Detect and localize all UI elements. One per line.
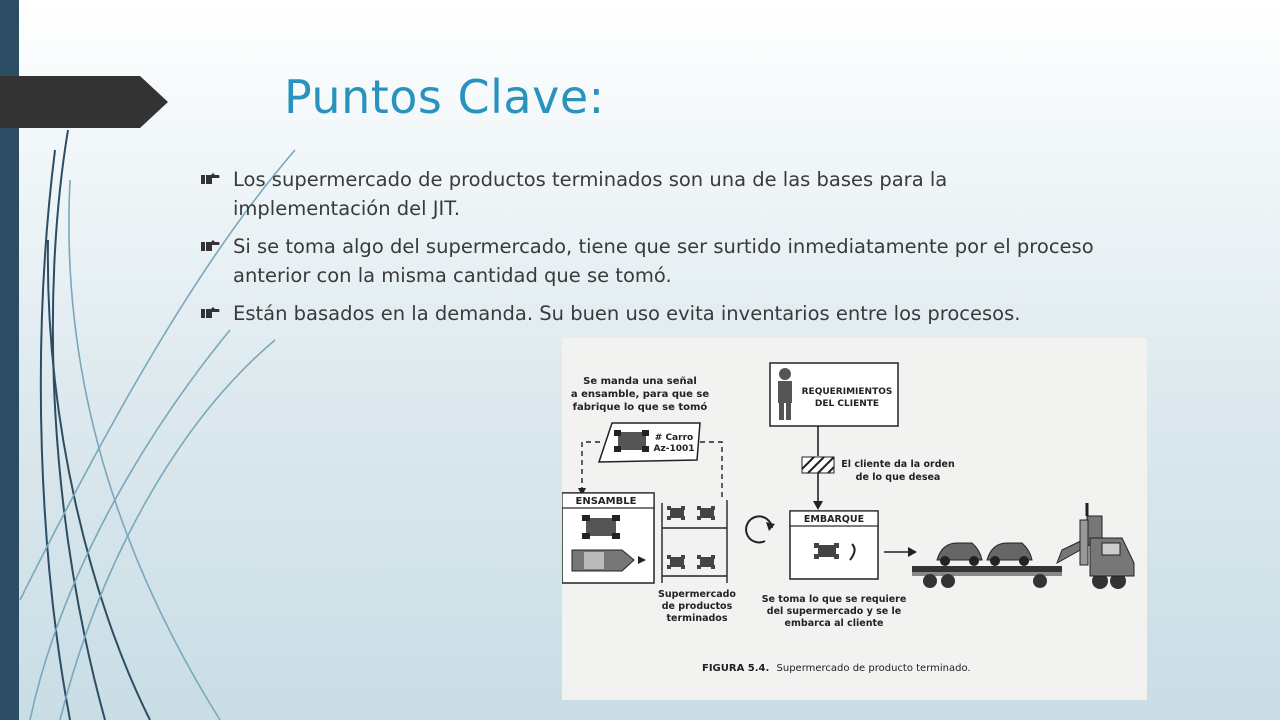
supermarket-text: Supermercado — [658, 589, 736, 600]
signal-text-line: fabrique lo que se tomó — [572, 402, 708, 413]
signal-text-line: Se manda una señal — [583, 376, 697, 387]
title-tab-shape — [0, 76, 168, 128]
order-text: El cliente da la orden — [841, 459, 955, 470]
bullet-item — [200, 232, 1100, 290]
car-icon — [582, 515, 620, 539]
supermarket-figure — [562, 338, 1147, 700]
car-icon — [987, 543, 1032, 566]
bullet-item — [200, 299, 1100, 328]
hand-pointer-icon — [200, 239, 220, 253]
order-card-icon — [802, 457, 834, 473]
figure-caption — [702, 663, 971, 674]
kanban-card-text: # Carro — [654, 433, 694, 443]
bullet-item — [200, 165, 1100, 223]
take-text: del supermercado y se le — [766, 606, 902, 617]
car-icon — [572, 550, 634, 571]
bullet-text: Están basados en la demanda. Su buen uso evita inventarios entre los procesos. — [233, 302, 1021, 325]
customer-text: REQUERIMIENTOS — [801, 387, 893, 397]
hand-pointer-icon — [200, 172, 220, 186]
car-icon — [667, 506, 715, 569]
kanban-card-text: Az-1001 — [653, 444, 695, 454]
car-icon — [614, 430, 649, 452]
signal-text-line: a ensamble, para que se — [570, 389, 710, 400]
car-icon — [937, 543, 982, 566]
shipping-label: EMBARQUE — [803, 514, 865, 525]
assembly-label: ENSAMBLE — [575, 496, 637, 507]
customer-text: DEL CLIENTE — [814, 399, 880, 409]
cycle-arrow-icon — [746, 516, 775, 542]
supermarket-text: de productos — [661, 601, 733, 612]
bullet-list — [200, 165, 1100, 337]
bullet-text: Si se toma algo del supermercado, tiene que ser surtido inmediatamente por el proceso anterior con la misma cantidad que se tomó. — [233, 235, 1094, 287]
hand-pointer-icon — [200, 306, 220, 320]
order-text: de lo que desea — [855, 472, 941, 483]
supermarket-text: terminados — [666, 613, 728, 624]
slide-title: Puntos Clave: — [284, 70, 605, 124]
caption-text: Supermercado de producto terminado. — [776, 663, 971, 674]
caption-label: FIGURA 5.4. — [702, 663, 770, 674]
take-text: embarca al cliente — [784, 618, 884, 629]
bullet-text: Los supermercado de productos terminados son una de las bases para la implementación del JIT. — [233, 168, 948, 220]
take-text: Se toma lo que se requiere — [761, 594, 907, 605]
